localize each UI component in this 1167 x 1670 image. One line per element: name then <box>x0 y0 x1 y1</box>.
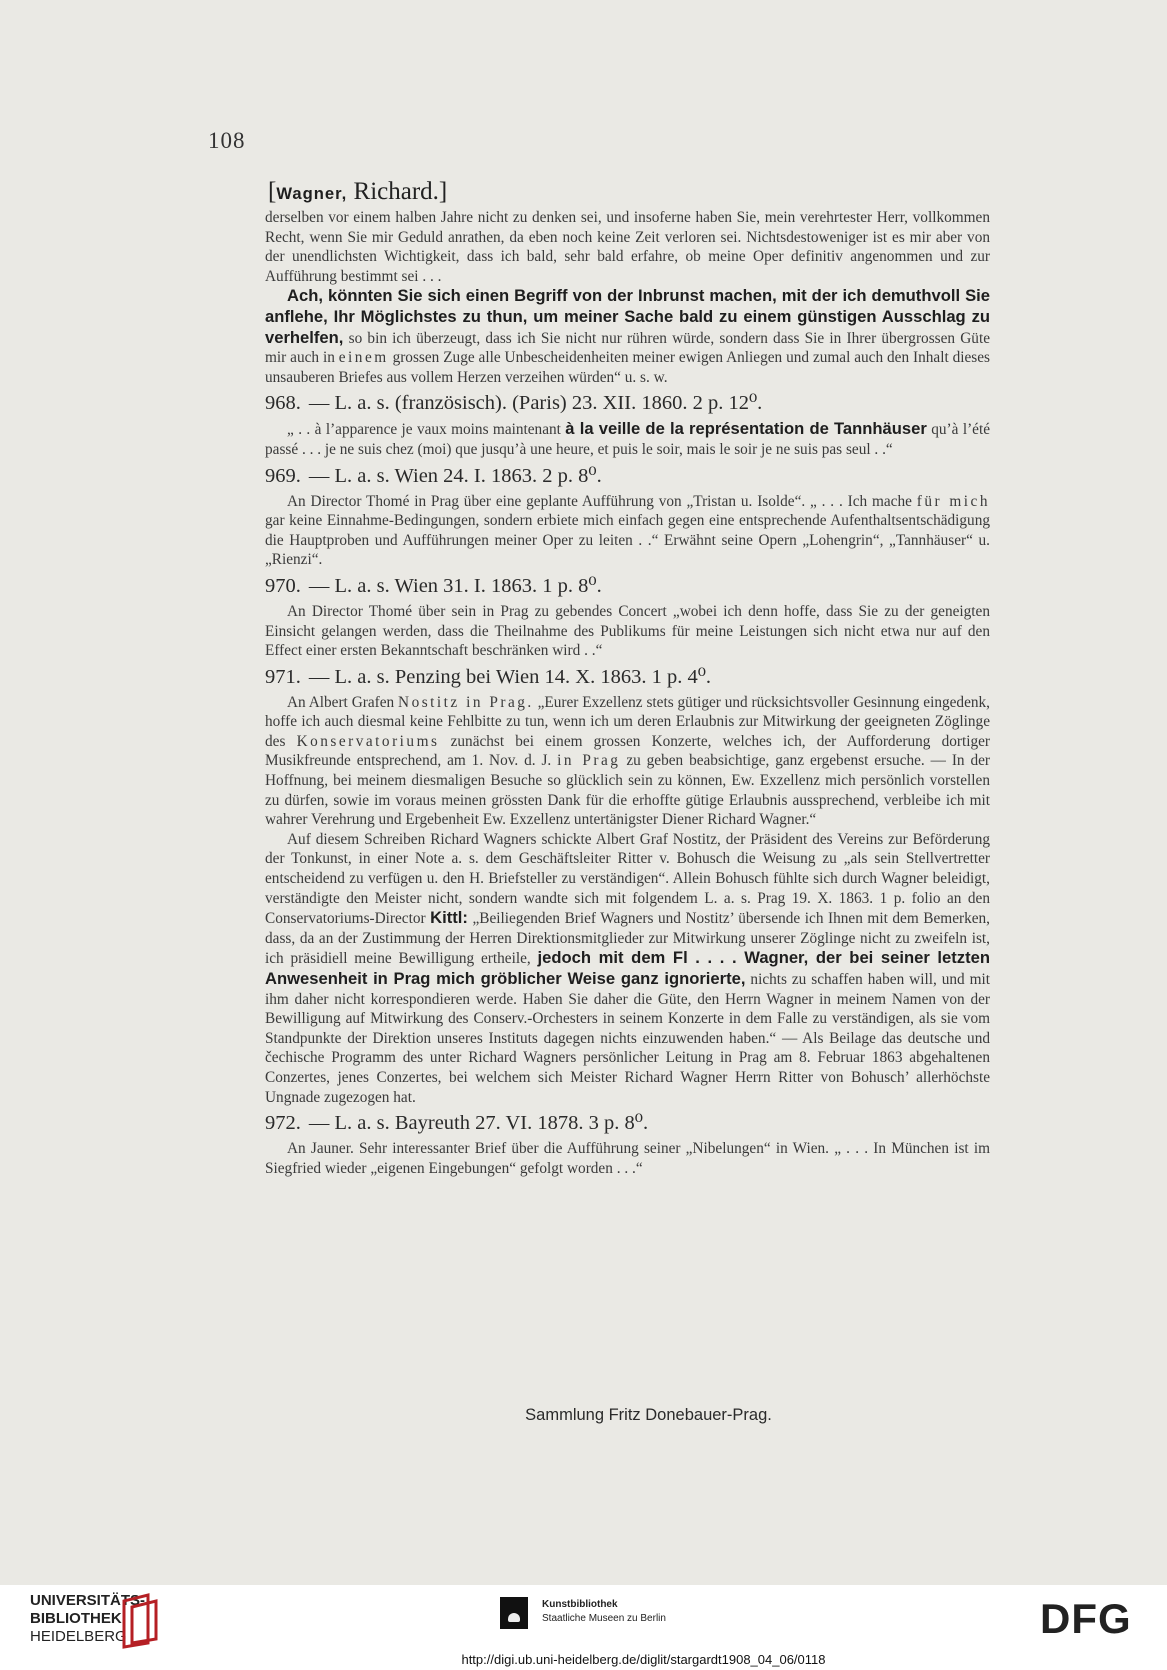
heading-name-bold: Wagner, <box>276 184 348 203</box>
page-number: 108 <box>208 128 246 153</box>
spaced-word: in Prag <box>557 752 621 770</box>
entry-number: 971. <box>265 665 301 688</box>
university-library-logo[interactable]: UNIVERSITÄTS- BIBLIOTHEK HEIDELBERG <box>30 1592 146 1645</box>
entry-971-heading: 971. — L. a. s. Penzing bei Wien 14. X. 1863. 1 p. 4⁰. <box>265 665 712 688</box>
kunstbibliothek-label[interactable]: Kunstbibliothek Staatliche Museen zu Berlin <box>542 1599 666 1624</box>
paragraph-continued: derselben vor einem halben Jahre nicht zu denken sei, und insoferne haben Sie, mein verehrtester Herr, vollkommen Recht, wenn Sie mir Geduld anrathen, da eben noch keine Zeit verloren sei. Nichtsdestoweniger ist es mir aber von der unendlichsten Wichtigkeit, dass ich bald, sehr bald erfahre, ob meine Oper definitiv angenommen und zur Aufführung bestimmt sei . . . <box>265 209 990 285</box>
entry-968-heading: 968. — L. a. s. (französisch). (Paris) 23. XII. 1860. 2 p. 12⁰. <box>265 392 763 415</box>
section-heading <box>268 178 447 206</box>
paragraph-quote: Ach, könnten Sie sich einen Begriff von der Inbrunst machen, mit der ich demuthvoll Sie anflehe, Ihr Möglichstes zu thun, um meiner Sache bald zu einem günstigen Ausschlag zu verhelfen, so bin ich überzeugt, dass ich Sie nicht nur rühren würde, sondern dass Sie in Ihrer übergrossen Güte mir auch in einem grossen Zuge alle Unbescheidenheiten meiner ewigen Anliegen und zumal auch den Inhalt dieses unsauberen Briefes aus vollem Herzen verzeihen würden“ u. s. w. <box>265 286 990 386</box>
kunstbibliothek-logo-icon <box>500 1597 528 1629</box>
spaced-word: einem <box>338 349 389 367</box>
dfg-logo[interactable]: DFG <box>1040 1595 1132 1642</box>
entry-971-body: An Albert Grafen Nostitz in Prag. „Eurer Exzellenz stets gütiger und rücksichtsvoller Gesinnung eingedenk, hoffe ich auch diesmal keine Fehlbitte zu tun, wenn ich um deren Erlaubnis zur Mitwirkung der geeigneten Zöglinge des Konservatoriums zunächst bei einem grossen Konzerte, welches ich, der Aufforderung dortiger Musikfreunde entsprechend, am 1. Nov. d. J. in Prag zu geben beabsichtige, ganz ergebenst ersuche. — In der Hoffnung, bei meinem diesmaligen Besuche so glücklich sein zu können, Ew. Exzellenz mich persönlich vorstellen zu dürfen, sowie im voraus meinen grössten Dank für die erhoffte gütige Erlaubnis aussprechend, verbleibe ich mit wahrer Verehrung und Ergebenheit Ew. Exzellenz untertänigster Diener Richard Wagner.“ <box>265 693 991 829</box>
spaced-word: für mich <box>916 492 990 510</box>
entry-971-note: Auf diesem Schreiben Richard Wagners schickte Albert Graf Nostitz, der Präsident des Vereins zur Beförderung der Tonkunst, in einer Note a. s. dem Geschäftsleiter Ritter v. Bohusch die Weisung zu „als sein Stellvertretter entscheidend zu verfügen u. den H. Briefsteller zu verständigen“. Allein Bohusch fühlte sich durch Wagner beleidigt, verständigte den Meister nicht, sondern wandte sich mit folgendem L. a. s. Prag 19. X. 1863. 1 p. folio an den Conservatoriums-Director Kittl: „Beiliegenden Brief Wagners und Nostitz’ übersende ich Ihnen mit dem Bemerken, dass, da an der Zustimmung der Herren Direktionsmitglieder zur Mitwirkung unserer Zöglinge nicht zu zweifeln ist, ich präsidiell meine Bewilligung ertheile, jedoch mit dem Fl . . . . Wagner, der bei seiner letzten Anwesenheit in Prag mich gröblicher Weise ganz ignorierte, nichts zu schaffen haben will, und mit ihm daher nicht korrespondieren werde. Haben Sie daher die Güte, den Herrn Wagner in meinem Namen von der Bewilligung auf Mitwirkung des Conserv.-Orchesters in seinem Konzerte in dem Falle zu verständigen, als sie vom Standpunkte der Direktion unseres Instituts dagegen nichts einzuwenden haben.“ — Als Beilage das deutsche und čechische Programm des unter Richard Wagners persönlicher Leitung in Prag am 8. Februar 1863 abgehaltenen Conzertes, jenes Conzertes, bei welchem sich Meister Richard Wagner Herrn Ritter von Bohusch’ allerhöchste Ungnade zugezogen hat. <box>265 830 990 1106</box>
entry-968-body: „ . . à l’apparence je vaux moins maintenant à la veille de la représentation de Tannhäuser qu’à l’été passé . . . je ne suis chez (moi) que jusqu’à une heure, et puis le soir, mais le soir je ne suis pas seul . .“ <box>265 419 990 458</box>
entry-969-heading: 969. — L. a. s. Wien 24. I. 1863. 2 p. 8⁰. <box>265 464 602 487</box>
collection-footer: Sammlung Fritz Donebauer-Prag. <box>525 1406 772 1424</box>
source-url[interactable]: http://digi.ub.uni-heidelberg.de/diglit/stargardt1908_04_06/0118 <box>461 1652 826 1667</box>
entry-969-body: An Director Thomé in Prag über eine geplante Aufführung von „Tristan u. Isolde“. „ . . . Ich mache für mich gar keine Einnahme-Bedingungen, sondern erbiete mich einfach gegen eine entsprechende Aufenthaltsentschädigung die Hauptproben und Aufführungen meiner Oper zu leiten . .“ Erwähnt seine Opern „Lohengrin“, „Tannhäuser“ u. „Rienzi“. <box>265 492 990 569</box>
entry-970-heading: 970. — L. a. s. Wien 31. I. 1863. 1 p. 8⁰. <box>265 574 602 597</box>
entry-970-body: An Director Thomé über sein in Prag zu gebendes Concert „wobei ich denn hoffe, dass Sie zu der geneigten Einsicht gelangen werden, dass die Theilnahme des Publikums für meine Leistungen sich nicht etwa nur auf den Effect einer ersten Bekanntschaft beschränken wird . .“ <box>265 602 990 660</box>
bold-quote: jedoch mit dem Fl . . . . Wagner, der bei seiner letzten Anwesenheit in Prag mich gröblicher Weise ganz ignorierte, <box>265 948 990 988</box>
entry-number: 969. <box>265 464 301 487</box>
entry-972-heading: 972. — L. a. s. Bayreuth 27. VI. 1878. 3 p. 8⁰. <box>265 1112 649 1135</box>
bold-quote: Ach, könnten Sie sich einen Begriff von der Inbrunst machen, mit der ich demuthvoll Sie anflehe, Ihr Möglichstes zu thun, um meiner Sache bald zu einem günstigen Ausschlag zu verhelfen, <box>265 286 990 347</box>
entry-number: 968. <box>265 392 301 415</box>
spaced-word: Konservatoriums <box>296 732 440 750</box>
university-emblem-icon <box>118 1593 162 1649</box>
entry-number: 972. <box>265 1112 301 1135</box>
entry-972-body: An Jauner. Sehr interessanter Brief über die Aufführung seiner „Nibelungen“ in Wien. „ . . . In München ist im Siegfried wieder „eigenen Eingebungen“ gefolgt worden . . .“ <box>265 1140 990 1177</box>
catalog-text <box>265 208 990 1178</box>
bold-quote: à la veille de la représentation de Tannhäuser <box>565 419 927 439</box>
heading-name-rest: Richard.] <box>347 178 448 205</box>
heading-bracket: [ <box>268 178 277 205</box>
bold-name: Kittl: <box>430 908 468 928</box>
spaced-word: Nostitz in Prag. <box>398 693 534 711</box>
entry-number: 970. <box>265 574 301 597</box>
